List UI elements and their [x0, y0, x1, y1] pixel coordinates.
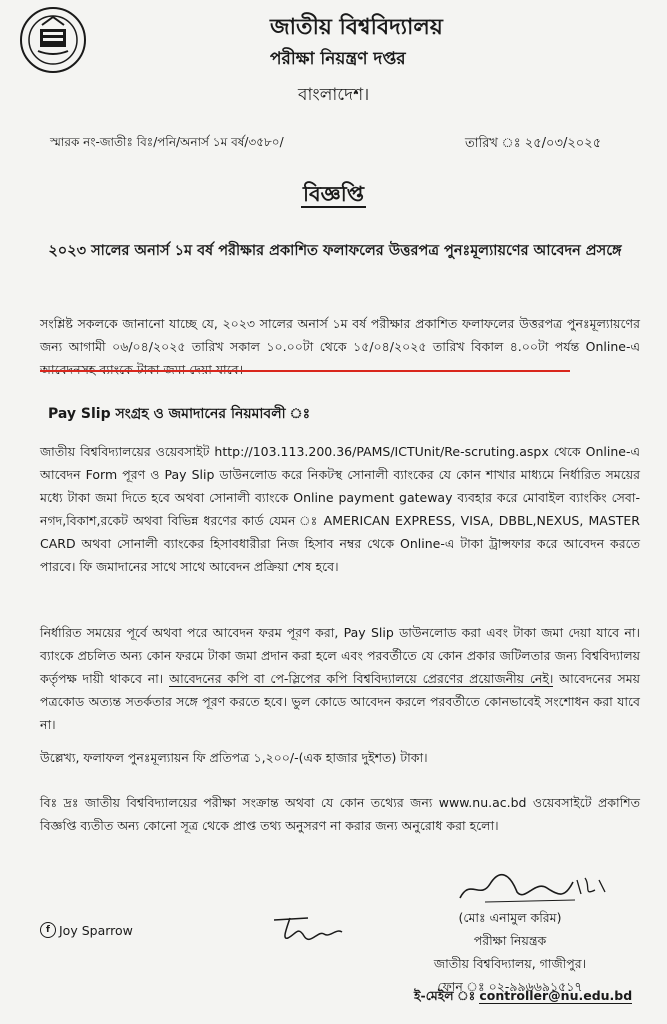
controller-signature-icon — [455, 870, 610, 908]
notice-title — [0, 178, 667, 213]
email-label: ই-মেইল ঃ — [414, 988, 476, 1003]
paragraph-payment-instructions: জাতীয় বিশ্ববিদ্যালয়ের ওয়েবসাইট http://103.113.200.36/PAMS/ICTUnit/Re-scruting.aspx থেকে Online-এ আবেদন Form পূরণ ও Pay Slip ডাউনলোড করে নিকটস্থ সোনালী ব্যাংকের যে কোন শাখার মাধ্যমে নির্ধারিত সময়ের মধ্যে টাকা জমা দিতে হবে অথবা সোনালী ব্যাংকে Online payment gateway ব্যবহার করে মোবাইল ব্যাংকিং সেবা-নগদ,বিকাশ,রকেট অথবা বিভিন্ন ধরণের কার্ড যেমন ঃ AMERICAN EXPRESS, VISA, DBBL,NEXUS, MASTER CARD অথবা সোনালী ব্যাংকের হিসাবধারীরা নিজ হিসাব নম্বর থেকে Online-এ টাকা ট্রান্সফার করে আবেদন করতে পারবে। ফি জমাদানের সাথে সাথে আবেদন প্রক্রিয়া শেষ হবে। — [40, 444, 640, 574]
conditions-underlined: আবেদনের কপি বা পে-স্লিপের কপি বিশ্ববিদ্যালয়ে প্রেরণের প্রয়োজনীয় নেই। — [169, 671, 554, 686]
watermark — [40, 922, 133, 938]
notice-subject: ২০২৩ সালের অনার্স ১ম বর্ষ পরীক্ষার প্রকাশিত ফলাফলের উত্তরপত্র পুনঃমূল্যায়ণের আবেদন প্রসঙ্গে — [48, 243, 622, 259]
signatory-institution: জাতীয় বিশ্ববিদ্যালয়, গাজীপুর। — [433, 956, 587, 971]
signatory-designation: পরীক্ষা নিয়ন্ত্রক — [473, 933, 547, 948]
date-label: তারিখ ঃ — [465, 136, 521, 151]
paragraph-fee: উল্লেখ্য, ফলাফল পুনঃমূল্যায়ন ফি প্রতিপত্র ১,২০০/-(এক হাজার দুইশত) টাকা। — [40, 750, 428, 765]
watermark-text: Joy Sparrow — [59, 922, 133, 938]
date-value: ২৫/০৩/২০২৫ — [524, 136, 602, 151]
notice-title-text: বিজ্ঞপ্তি — [302, 182, 365, 206]
paragraph-conditions — [40, 621, 640, 736]
conditions-part-2: আবেদনের সময় পত্রকোড অত্যন্ত সতর্কতার সঙ্গে পূরণ করতে হবে। ভুল কোডে আবেদন করলে পরবর্তীতে কোনভাবেই সংশোধন করা যাবে না। — [40, 671, 641, 732]
signatory-name: (মোঃ এনামুল করিম) — [458, 910, 562, 925]
office-name: পরীক্ষা নিয়ন্ত্রণ দপ্তর — [270, 49, 406, 69]
university-logo-icon — [18, 5, 88, 75]
initials-signature-icon — [268, 912, 348, 946]
paragraph-note: বিঃ দ্রঃ জাতীয় বিশ্ববিদ্যালয়ের পরীক্ষা সংক্রান্ত অথবা যে কোন তথ্যের জন্য www.nu.ac.bd ওয়েবসাইটে প্রকাশিত বিজ্ঞপ্তি ব্যতীত অন্য কোনো সূত্র থেকে প্রাপ্ত তথ্য অনুসরণ না করার জন্য অনুরোধ করা হলো। — [40, 795, 640, 833]
signatory-phone: ফোন ঃ ০২-৯৯৬৬৯১৫১৭ — [437, 979, 583, 994]
country-name: বাংলাদেশ। — [298, 85, 370, 105]
email-link[interactable]: controller@nu.edu.bd — [479, 988, 633, 1003]
university-name: জাতীয় বিশ্ববিদ্যালয় — [270, 15, 443, 40]
memo-number: স্মারক নং-জাতীঃ বিঃ/পনি/অনার্স ১ম বর্ষ/৩৫৮০/ — [50, 135, 284, 149]
paragraph-schedule: সংশ্লিষ্ট সকলকে জানানো যাচ্ছে যে, ২০২৩ সালের অনার্স ১ম বর্ষ পরীক্ষার প্রকাশিত ফলাফলের উত্তরপত্র পুনঃমূল্যায়ণের জন্য আগামী ০৬/০৪/২০২৫ তারিখ সকাল ১০.০০টা থেকে ১৫/০৪/২০২৫ তারিখ বিকাল ৪.০০টা পর্যন্ত Online-এ — [40, 316, 640, 354]
payslip-heading: Pay Slip সংগ্রহ ও জমাদানের নিয়মাবলী ঃ — [48, 406, 311, 422]
conditions-part-1: নির্ধারিত সময়ের পূর্বে অথবা পরে আবেদন ফরম পূরণ করা, Pay Slip ডাউনলোড করা এবং টাকা জমা দেয়া যাবে না। ব্যাংকে প্রচলিত অন্য কোন ফরমে টাকা জমা প্রদান করা হলে এবং পরবর্তীতে যে কোন প্রকার জটিলতার জন্য বিশ্ববিদ্যালয় কর্তৃপক্ষ দায়ী থাকবে না। — [40, 625, 640, 686]
facebook-icon: f — [40, 922, 56, 938]
memo-date — [465, 134, 601, 155]
signature-block — [380, 906, 640, 998]
highlight-underline — [40, 370, 570, 372]
email-line — [414, 988, 632, 1008]
